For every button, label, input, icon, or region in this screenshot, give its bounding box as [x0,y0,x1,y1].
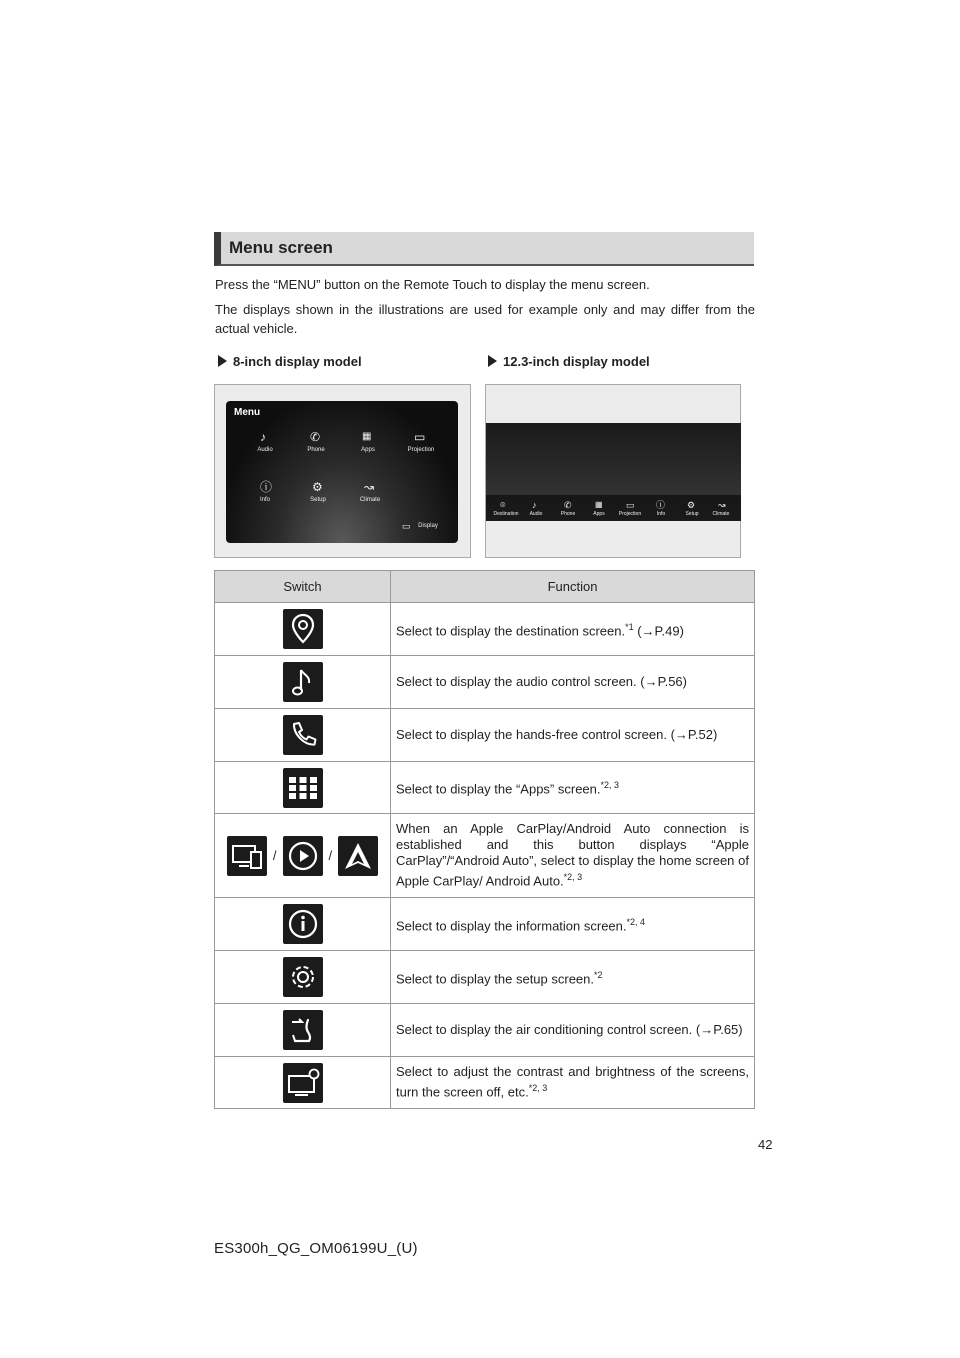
menu-item-label: Projection [618,511,642,517]
phone-icon: ✆ [310,430,321,444]
table-row: / / When an Apple CarPlay/Android Auto connection is established and this button displays “Apple CarPlay”/“Android Auto”, select to display the home screen of Apple CarPlay/ Android Auto.$^{*2, 3}$ [215,814,755,898]
menu-item-label: Apps [593,511,605,517]
gear-icon: ⚙ [687,500,696,510]
table-row: Select to display the destination screen.$^{*1}$ (→P.49) [215,603,755,656]
triangle-bullet-icon [488,355,497,367]
header-switch: Switch [215,571,391,603]
audio-note-icon [283,662,323,702]
screen-8inch-illustration [214,384,471,558]
climate-icon: ↝ [364,480,375,494]
projection-icon [227,836,267,876]
climate-seat-icon [283,1010,323,1050]
audio-icon: ♪ [532,500,537,510]
menu-item-label: Setup [310,497,326,503]
phone-icon [283,715,323,755]
info-icon: ⓘ [260,480,273,494]
table-row: Select to display the information screen.$^{*2, 4}$ [215,898,755,951]
separator-slash: / [272,848,277,863]
menu-screen-title: Menu [234,407,261,418]
menu-item-label: Apps [361,447,375,453]
menu-item-label: Climate [712,511,730,517]
model-label-12inch: 12.3-inch display model [488,354,650,369]
menu-item-label: Destination [493,511,519,517]
table-header-row [215,571,755,603]
menu-item-label: Phone [307,447,325,453]
menu-item-label: Setup [685,511,699,517]
intro-paragraph-2: The displays shown in the illustrations are used for example only and may differ from the actual vehicle. [215,302,755,336]
menu-item-label: Info [259,497,270,503]
bottom-menu-bar [486,495,741,521]
climate-icon: ↝ [718,500,726,510]
projection-icon: ▭ [626,500,635,510]
menu-item-label: Audio [529,511,543,517]
model-label-8inch: 8-inch display model [218,354,362,369]
header-function: Function [391,571,755,603]
table-row: Select to display the audio control screen. (→P.56) [215,656,755,709]
apps-icon: ▦ [595,500,603,509]
phone-icon: ✆ [564,500,572,510]
menu-item-label: Climate [359,497,381,503]
apps-icon: ▦ [362,431,372,442]
screen-12inch-display [486,423,741,521]
screen-8inch-display [226,401,458,543]
intro-paragraph-1: Press the “MENU” button on the Remote Touch to display the menu screen. [215,277,650,292]
page-number: 42 [758,1137,773,1152]
display-label: Display [418,523,438,529]
display-icon: ▭ [402,521,411,531]
audio-icon: ♪ [260,430,266,444]
destination-icon [283,609,323,649]
section-header [214,232,754,266]
menu-item-label: Audio [257,447,273,453]
display-settings-icon [283,1063,323,1103]
section-title: Menu screen [229,238,333,257]
setup-gear-icon [283,957,323,997]
table-row: Select to display the setup screen.$^{*2}$ [215,951,755,1004]
switch-function-table [214,570,755,1109]
separator-slash: / [328,848,333,863]
table-row: Select to display the hands-free control screen. (→P.52) [215,709,755,762]
menu-item-label: Info [656,511,666,517]
document-footer-code: ES300h_QG_OM06199U_(U) [214,1240,418,1257]
table-row: Select to display the air conditioning control screen. (→P.65) [215,1004,755,1057]
apple-carplay-icon [283,836,323,876]
screen-12inch-illustration [485,384,741,558]
android-auto-icon [338,836,378,876]
menu-item-label: Phone [560,511,576,517]
triangle-bullet-icon [218,355,227,367]
projection-icon: ▭ [414,430,426,444]
gear-icon: ⚙ [312,480,323,494]
table-row: Select to adjust the contrast and brightness of the screens, turn the screen off, etc.$^{*2, 3}$ [215,1057,755,1109]
info-icon: ⓘ [656,500,666,510]
menu-item-label: Projection [407,447,435,453]
info-icon [283,904,323,944]
destination-icon: ⌾ [500,500,506,510]
table-row: Select to display the “Apps” screen.$^{*2, 3}$ [215,762,755,814]
apps-grid-icon [283,768,323,808]
